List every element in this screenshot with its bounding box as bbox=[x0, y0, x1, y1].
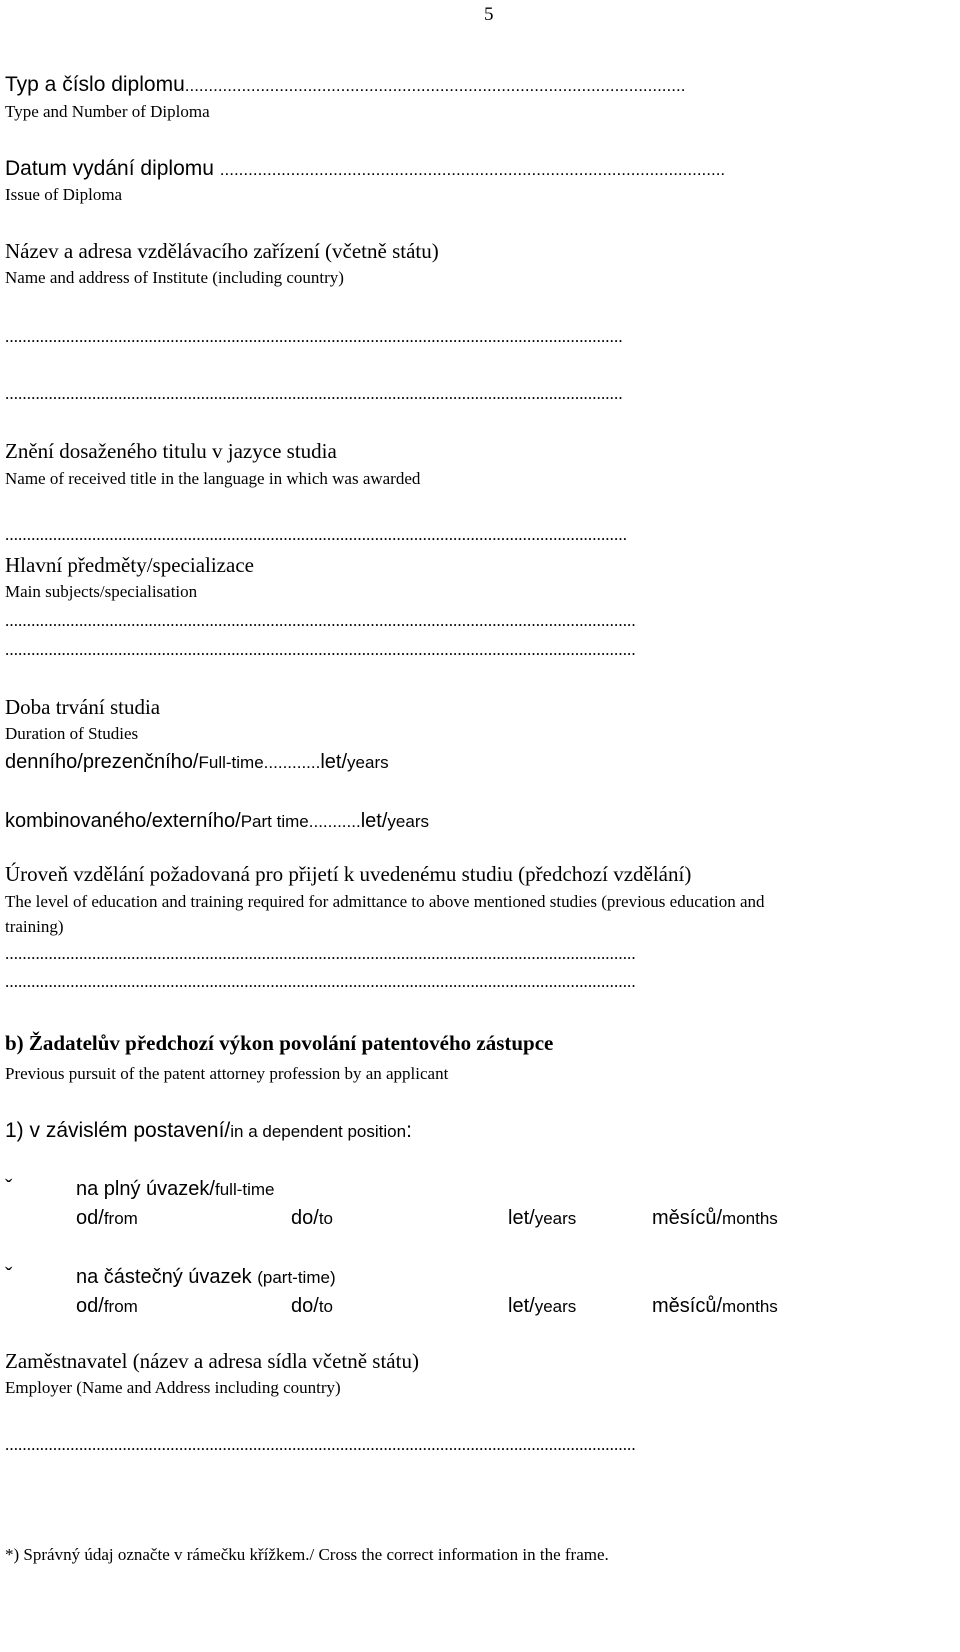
parttime-from-field[interactable] bbox=[76, 1296, 138, 1316]
fulltime-to-field[interactable] bbox=[291, 1208, 333, 1228]
section-b-en: Previous pursuit of the patent attorney profession by an applicant bbox=[5, 1064, 449, 1083]
parttime-to: to bbox=[318, 1297, 333, 1316]
parttime-od: od/ bbox=[76, 1295, 104, 1317]
duration-parttime-field[interactable] bbox=[5, 811, 429, 831]
parttime-let-label: let/ bbox=[508, 1295, 535, 1317]
institute-label: Název a adresa vzdělávacího zařízení (včetně státu) bbox=[5, 239, 439, 263]
fulltime-from: from bbox=[103, 1209, 138, 1228]
diploma-type-field[interactable] bbox=[5, 74, 685, 95]
fulltime-checkbox[interactable]: ˇ bbox=[5, 1174, 13, 1199]
fulltime-years-label: years bbox=[534, 1209, 577, 1228]
fulltime-od: od/ bbox=[76, 1207, 104, 1229]
title-label: Znění dosaženého titulu v jazyce studia bbox=[5, 439, 337, 463]
subjects-en: Main subjects/specialisation bbox=[5, 582, 198, 601]
diploma-issue-field[interactable] bbox=[5, 158, 725, 179]
previous-education-en-2: training) bbox=[5, 917, 64, 936]
parttime-to-field[interactable] bbox=[291, 1296, 333, 1316]
parttime-dots: ........... bbox=[308, 812, 361, 831]
fulltime-years-field[interactable] bbox=[508, 1208, 576, 1228]
dependent-cz: 1) v závislém postavení/ bbox=[5, 1119, 231, 1142]
fulltime-months-field[interactable] bbox=[652, 1208, 778, 1228]
fulltime-to: to bbox=[318, 1209, 333, 1228]
fulltime-let-label: let/ bbox=[508, 1207, 535, 1229]
employer-en: Employer (Name and Address including country) bbox=[5, 1378, 341, 1397]
dependent-colon: : bbox=[406, 1119, 412, 1142]
title-line-1[interactable]: ............................................................................................................................................... bbox=[5, 526, 628, 543]
diploma-issue-dots: ........................................................................................................... bbox=[219, 160, 726, 179]
parttime-do: do/ bbox=[291, 1295, 319, 1317]
parttime-option-en: (part-time) bbox=[257, 1268, 336, 1287]
duration-fulltime-field[interactable] bbox=[5, 752, 389, 772]
fulltime-let: let/ bbox=[320, 751, 348, 773]
fulltime-cz: denního/prezenčního/ bbox=[5, 751, 199, 773]
parttime-years-field[interactable] bbox=[508, 1296, 576, 1316]
employer-line-1[interactable]: ................................................................................................................................................. bbox=[5, 1436, 636, 1453]
institute-line-1[interactable]: .............................................................................................................................................. bbox=[5, 328, 623, 345]
duration-en: Duration of Studies bbox=[5, 724, 139, 743]
fulltime-do: do/ bbox=[291, 1207, 319, 1229]
fulltime-from-field[interactable] bbox=[76, 1208, 138, 1228]
duration-label: Doba trvání studia bbox=[5, 695, 161, 719]
parttime-option-label bbox=[76, 1267, 336, 1287]
institute-line-2[interactable]: .............................................................................................................................................. bbox=[5, 385, 623, 402]
parttime-from: from bbox=[103, 1297, 138, 1316]
fulltime-mesicu: měsíců/ bbox=[652, 1207, 723, 1229]
parttime-months: months bbox=[722, 1297, 778, 1316]
diploma-issue-label: Datum vydání diplomu bbox=[5, 157, 214, 180]
page-number: 5 bbox=[484, 4, 494, 25]
subjects-line-1[interactable]: ................................................................................................................................................. bbox=[5, 612, 636, 629]
fulltime-option-label bbox=[76, 1179, 275, 1199]
title-en: Name of received title in the language in which was awarded bbox=[5, 469, 421, 488]
fulltime-years: years bbox=[347, 753, 389, 772]
parttime-let: let/ bbox=[360, 810, 388, 832]
fulltime-months: months bbox=[722, 1209, 778, 1228]
parttime-months-field[interactable] bbox=[652, 1296, 778, 1316]
parttime-years: years bbox=[387, 812, 429, 831]
diploma-type-label: Typ a číslo diplomu bbox=[5, 73, 185, 96]
dependent-position-label bbox=[5, 1120, 412, 1141]
fulltime-option-cz: na plný úvazek/ bbox=[76, 1178, 215, 1200]
subjects-label: Hlavní předměty/specializace bbox=[5, 553, 254, 577]
parttime-en: Part time bbox=[240, 812, 309, 831]
institute-en: Name and address of Institute (including country) bbox=[5, 268, 344, 287]
diploma-type-en: Type and Number of Diploma bbox=[5, 102, 210, 121]
fulltime-option-en: full-time bbox=[214, 1180, 275, 1199]
subjects-line-2[interactable]: ................................................................................................................................................. bbox=[5, 641, 636, 658]
previous-education-en-1: The level of education and training required for admittance to above mentioned studies (previous education and bbox=[5, 892, 765, 911]
parttime-mesicu: měsíců/ bbox=[652, 1295, 723, 1317]
diploma-type-dots: .......................................................................................................... bbox=[184, 76, 686, 95]
parttime-option-cz: na částečný úvazek bbox=[76, 1266, 252, 1288]
employer-label: Zaměstnavatel (název a adresa sídla včetně státu) bbox=[5, 1349, 419, 1373]
previous-education-label: Úroveň vzdělání požadovaná pro přijetí k uvedenému studiu (předchozí vzdělání) bbox=[5, 862, 692, 886]
previous-education-line-2[interactable]: ................................................................................................................................................. bbox=[5, 973, 636, 990]
fulltime-en: Full-time bbox=[198, 753, 264, 772]
parttime-checkbox[interactable]: ˇ bbox=[5, 1262, 13, 1287]
parttime-years-label: years bbox=[534, 1297, 577, 1316]
dependent-en: in a dependent position bbox=[230, 1122, 407, 1141]
previous-education-line-1[interactable]: ................................................................................................................................................. bbox=[5, 945, 636, 962]
section-b-heading: b) Žadatelův předchozí výkon povolání patentového zástupce bbox=[5, 1031, 554, 1055]
footnote: *) Správný údaj označte v rámečku křížkem./ Cross the correct information in the frame. bbox=[5, 1545, 609, 1564]
parttime-cz: kombinovaného/externího/ bbox=[5, 810, 241, 832]
fulltime-dots: ............ bbox=[263, 753, 321, 772]
diploma-issue-en: Issue of Diploma bbox=[5, 185, 123, 204]
